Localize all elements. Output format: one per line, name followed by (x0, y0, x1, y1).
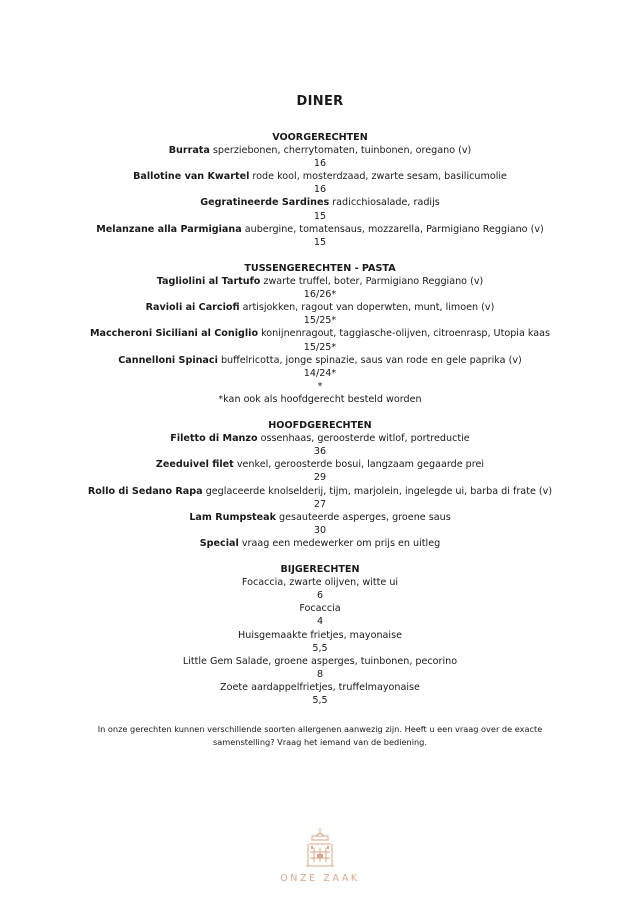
item-description: zwarte truffel, boter, Parmigiano Reggiano (v) (260, 276, 484, 288)
restaurant-logo (280, 826, 360, 888)
item-price: 8 (316, 668, 324, 680)
item-name: Filetto di Manzo (170, 433, 258, 445)
item-name: Lam Rumpsteak (189, 511, 276, 523)
item-description: aubergine, tomatensaus, mozzarella, Parmigiano Reggiano (v) (241, 223, 544, 235)
item-description: konijnenragout, taggiasche-olijven, citroenrasp, Utopia kaas (258, 328, 551, 340)
side-dish: Zoete aardappelfrietjes, truffelmayonaise (220, 681, 420, 693)
menu-item (60, 354, 580, 367)
side-dish: Focaccia, zwarte olijven, witte ui (241, 577, 399, 589)
item-price: 15/25* (303, 341, 337, 353)
menu-item (60, 223, 580, 236)
allergen-notice (90, 723, 550, 748)
allergen-notice-line: In onze gerechten kunnen verschillende soorten allergenen aanwezig zijn. Heeft u een vraag over de exacte (97, 724, 543, 734)
item-description: buffelricotta, jonge spinazie, saus van rode en gele paprika (v) (217, 354, 522, 366)
item-name: Rollo di Sedano Rapa (87, 485, 203, 497)
allergen-notice-line: samenstelling? Vraag het iemand van de bediening. (213, 736, 427, 747)
item-name: Ballotine van Kwartel (133, 171, 250, 183)
item-price: 27 (313, 498, 327, 510)
item-name: Melanzane alla Parmigiana (96, 223, 242, 235)
section-heading: TUSSENGERECHTEN - PASTA (244, 262, 396, 274)
item-name: Maccheroni Siciliani al Coniglio (89, 328, 259, 340)
menu-item (60, 511, 580, 524)
menu-body (60, 131, 580, 720)
item-description: radicchiosalade, radijs (329, 197, 440, 209)
item-price: 16/26* (303, 289, 337, 301)
section-heading: HOOFDGERECHTEN (268, 420, 372, 432)
menu-item (60, 432, 580, 445)
item-price: 16 (313, 158, 327, 170)
side-dish: Little Gem Salade, groene asperges, tuinbonen, pecorino (182, 655, 458, 667)
menu-item (60, 196, 580, 209)
menu-item (60, 170, 580, 183)
item-name: Gegratineerde Sardines (200, 197, 330, 209)
item-price: 15 (313, 210, 327, 222)
item-description: ossenhaas, geroosterde witlof, portreductie (257, 433, 470, 445)
item-price: 5,5 (312, 642, 328, 654)
item-name: Ravioli ai Carciofi (145, 302, 240, 314)
item-name: Burrata (168, 145, 210, 157)
section-hoofdgerechten (60, 419, 580, 550)
section-bijgerechten (60, 563, 580, 707)
section-heading: VOORGERECHTEN (272, 132, 368, 143)
logo-text: ONZE ZAAK (280, 873, 360, 884)
section-voorgerechten (60, 131, 580, 249)
building-logo-icon (302, 826, 338, 870)
item-price: 30 (313, 524, 327, 536)
item-name: Cannelloni Spinaci (118, 354, 218, 366)
item-price: 29 (313, 472, 327, 484)
item-description: rode kool, mosterdzaad, zwarte sesam, basilicumolie (249, 171, 507, 183)
side-dish: Focaccia (299, 603, 341, 615)
menu-item (60, 537, 580, 550)
item-name: Tagliolini al Tartufo (156, 276, 261, 288)
item-price: 4 (316, 616, 324, 628)
note-mark: * (317, 380, 323, 392)
item-name: Zeeduivel filet (155, 459, 234, 471)
menu-item (60, 458, 580, 471)
section-heading: BIJGERECHTEN (280, 564, 360, 576)
page-title: DINER (296, 94, 344, 109)
item-price: 36 (313, 446, 327, 458)
menu-item (60, 275, 580, 288)
item-description: sperziebonen, cherrytomaten, tuinbonen, oregano (v) (209, 145, 472, 157)
menu-item (60, 485, 580, 498)
item-description: geglaceerde knolselderij, tijm, marjolein, ingelegde ui, barba di frate (v) (202, 485, 553, 497)
menu-item (60, 327, 580, 340)
item-price: 14/24* (303, 367, 337, 379)
item-description: gesauteerde asperges, groene saus (275, 511, 451, 523)
item-price: 6 (316, 590, 324, 602)
item-price: 15/25* (303, 315, 337, 327)
item-description: artisjokken, ragout van doperwten, munt, limoen (v) (239, 302, 495, 314)
item-description: vraag een medewerker om prijs en uitleg (238, 537, 441, 549)
menu-item (60, 301, 580, 314)
item-price: 15 (313, 236, 327, 248)
section-tussengerechten (60, 262, 580, 406)
menu-item (60, 144, 580, 157)
item-price: 16 (313, 184, 327, 196)
item-name: Special (199, 537, 239, 549)
item-price: 5,5 (312, 695, 328, 707)
item-description: venkel, geroosterde bosui, langzaam gegaarde prei (233, 459, 485, 471)
main-course-note: *kan ook als hoofdgerecht besteld worden (218, 393, 422, 405)
side-dish: Huisgemaakte frietjes, mayonaise (238, 629, 402, 641)
